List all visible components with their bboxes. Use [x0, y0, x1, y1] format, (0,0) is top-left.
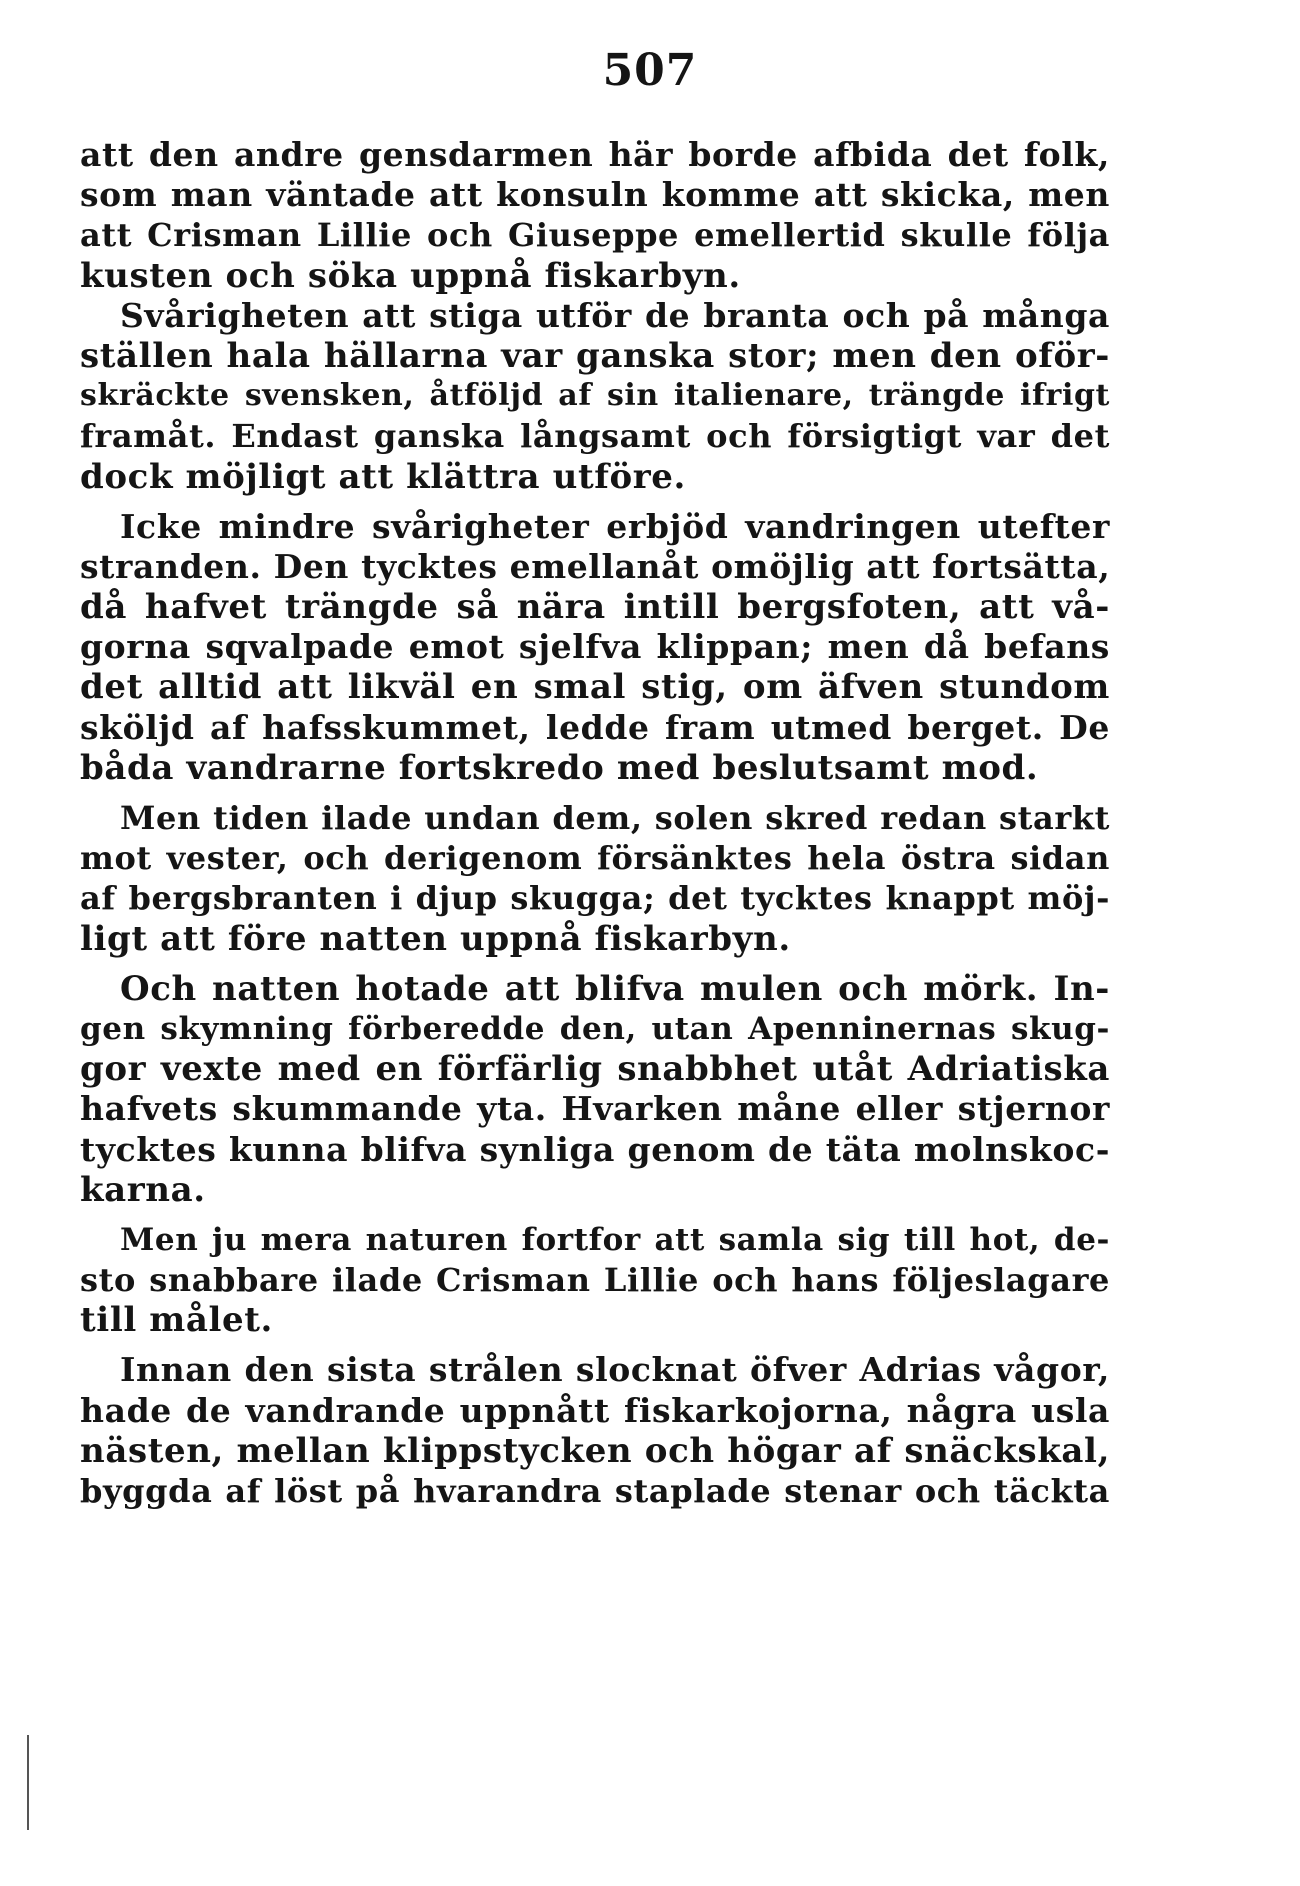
text-line: karna. [80, 1169, 206, 1210]
body-text [80, 135, 1110, 1511]
margin-mark [27, 1735, 29, 1830]
text-line: mot vester, och derigenom försänktes hela östra sidan [80, 839, 1110, 878]
text-line: hade de vandrande uppnått fiskarkojorna, några usla [80, 1390, 1110, 1430]
text-line: som man väntade att konsuln komme att skicka, men [80, 175, 1110, 215]
text-line: sköljd af hafsskummet, ledde fram utmed berget. De [80, 707, 1110, 747]
text-line: att den andre gensdarmen här borde afbida det folk, [80, 135, 1110, 174]
text-line: ligt att före natten uppnå fiskarbyn. [80, 918, 791, 959]
text-line: nästen, mellan klippstycken och högar af snäckskal, [80, 1430, 1110, 1471]
text-line: Icke mindre svårigheter erbjöd vandringen utefter [120, 506, 1110, 546]
text-line: stranden. Den tycktes emellanåt omöjlig att fortsätta, [80, 546, 1111, 586]
text-line: dock möjligt att klättra utföre. [80, 456, 686, 497]
text-line: att Crisman Lillie och Giuseppe emellertid skulle följa [80, 216, 1110, 255]
text-line: Och natten hotade att blifva mulen och mörk. In- [120, 968, 1110, 1009]
text-line: gorna sqvalpade emot sjelfva klippan; men då befans [80, 627, 1110, 667]
text-line: sto snabbare ilade Crisman Lillie och hans följeslagare [80, 1261, 1110, 1300]
text-line: gen skymning förberedde den, utan Apenninernas skug- [80, 1010, 1110, 1047]
text-line: båda vandrarne fortskredo med beslutsamt mod. [80, 747, 1039, 788]
text-line: ställen hala hällarna var ganska stor; men den oför- [80, 335, 1110, 376]
page-number: 507 [602, 45, 698, 96]
text-line: det alltid att likväl en smal stig, om äfven stundom [80, 667, 1110, 708]
text-line: Svårigheten att stiga utför de branta och på många [120, 295, 1110, 335]
text-line: skräckte svensken, åtföljd af sin italienare, trängde ifrigt [80, 378, 1110, 414]
text-line: kusten och söka uppnå fiskarbyn. [80, 255, 741, 296]
text-line: gor vexte med en förfärlig snabbhet utåt Adriatiska [80, 1049, 1110, 1090]
text-line: till målet. [80, 1300, 273, 1341]
text-line: af bergsbranten i djup skugga; det tycktes knappt möj- [80, 879, 1110, 918]
text-line: Men tiden ilade undan dem, solen skred redan starkt [120, 799, 1110, 837]
text-line: framåt. Endast ganska långsamt och försigtigt var det [80, 417, 1110, 456]
text-line: byggda af löst på hvarandra staplade stenar och täckta [80, 1472, 1110, 1510]
text-line: Innan den sista strålen slocknat öfver Adrias vågor, [120, 1350, 1110, 1390]
text-line: tycktes kunna blifva synliga genom de täta molnskoc- [80, 1129, 1110, 1169]
text-line: Men ju mera naturen fortfor att samla sig till hot, de- [120, 1221, 1110, 1258]
text-line: då hafvet trängde så nära intill bergsfoten, att vå- [80, 587, 1110, 628]
text-line: hafvets skummande yta. Hvarken måne eller stjernor [80, 1089, 1110, 1129]
